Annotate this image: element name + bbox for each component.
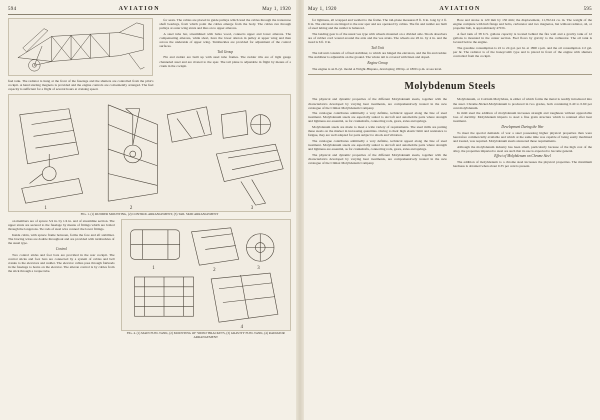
fuel-tank-drawings [122,220,290,330]
fig1-caption: FIG. 1. (1) RUDDER MOUNTING, (2) CONTROL ARRANGEMENT, (3) TAIL SKID ARRANGEMENT [80,212,219,217]
page-gutter [296,0,304,420]
left-col1-para-b: Inside cabin, with spruce frame between, forms the fore and aft stabilizer. The bracing wires are double throughout and are provided with turnbuckles of the usual type. [8,233,115,246]
svg-text:3: 3 [250,206,254,212]
left-bottom-columns [8,219,291,342]
engine-group-heading: Engine Group [367,61,388,66]
rudder-control-drawings [9,95,290,211]
left-col1-para-c: Two control sticks and foot bars are provided in the rear cockpit. The control sticks and foot bars are connected by a system of cables and bell cranks to the elevators and rudder. The elevator cables pass through fairleads in the fuselage to horns on the elevator. The aileron control is by cables from the stick through a torque tube. [8,252,115,273]
moly-col1-para-3: Molybdenum steels are made to meet a wide variety of requirements. The steel mills are putting these steels on the market in increasing quantities. Owing to their high elastic limit and resistance to fatigue, they are well adapted for parts subject to shock and vibration. [308,125,447,138]
moly-col2-para-5: The addition of molybdenum to a chrome steel increases the physical properties. The maximum hardness is obtained when about 0.35 per cent is present. [453,160,592,169]
tail-unit-heading: Tail Unit [371,45,384,50]
right-running-head [308,6,592,15]
right-colB-para-3: The gasoline consumption is 22 to 24 gal. per hr. at 1800 r.p.m. and the oil consumption 1/2 gal. per hr. The radiator is of the honeycomb type and is placed in front of the engine with shutters controlled from the cockpit. [453,45,592,58]
right-top-columns [308,18,592,72]
development-heading: Development During the War [501,125,544,130]
right-date: May 1, 1920 [308,7,337,12]
svg-text:1: 1 [44,206,47,212]
tail-group-heading: Tail Group [217,49,234,54]
left-date: May 1, 1920 [262,7,291,12]
right-colA-para-3: The tail unit consists of a fixed stabilizer, to which are hinged the elevators, and the fin and rudder. The stabilizer is adjustable on the ground. The whole tail is covered with linen and doped. [308,51,447,60]
right-colB-para-1: Bore and stroke is 120 mm by 130 mm; the displacement, 11,762.24 cu. in. The weight of the engine complete with hub flange and bolts, carburetor and two magnetos, but without radiator, oil, or propeller hub, is approximately 470 lb. [453,18,592,31]
svg-text:3: 3 [256,266,260,272]
moly-col2-para-2: In mild steel the addition of molybdenum increases strength and toughness without appreciable loss of ductility. Molybdenum imparts to steel a fine grain structure which is retained after heat treatment. [453,111,592,124]
left-running-head [8,6,291,15]
left-col1-para-a: on members are of spruce 3/4 in. by 1/4 in. and of streamline section. The upper struts are secured to the fuselage by means of fittings which are bolted through the longerons. Tie rods of steel wire connect the lower fittings. [8,219,115,232]
right-colA-para-1: for lightness, all wrapped and welded to the frame. The tail-plane measures 8 ft. 6 in. long by 2 ft. 6 in. The elevators are hinged to the rear spar and are operated by cables. The fin and rudder are built of steel tubing and the rudder is balanced. [308,18,447,31]
moly-col1-para-4: The catalogue contributes admittedly a very definite, technical appeal along the line of steel treatment. Molybdenum steels are especially suited to aircraft and automobile parts where strength and lightness are essential, as for crankshafts, connecting rods, gears, axles and springs. [308,139,447,152]
left-col2-para-a: for seats. The cables are placed in guide pulleys which lead the cables through the transverse shaft bearings, from which point the cables emerge from the body. The cables run through pulleys at outer wing struts and thus on to upper ailerons. [159,18,291,31]
fuselage-drawing-figure [8,18,153,76]
svg-text:1: 1 [151,266,155,272]
control-heading: Control [55,246,67,251]
left-top-columns [8,18,291,91]
right-colA-para-4: The engine is an 8-cyl. model A Wright-Hispano, developing 180 hp. at 1800 r.p.m. at sea level. [312,66,443,71]
moly-col1-para-1: The physical and dynamic properties of the different Molybdenum steels, together with the characteristics developed by varying heat treatments, are comprehensively treated in the new catalogue of the Climax Molybdenum Company. [308,97,447,110]
svg-text:4: 4 [240,325,243,331]
moly-col2-para-4: Although the molybdenum industry has been small, particularly because of the high cost of the alloy, the properties imparted to steel are such that its use is expected to become general. [453,144,592,153]
left-running-title: AVIATION [118,6,161,12]
right-bottom-columns [308,97,592,169]
svg-text:2: 2 [129,206,133,212]
svg-text:2: 2 [212,268,216,274]
molybdenum-title: Molybdenum Steels [404,81,496,93]
fuselage-drawing [9,19,152,75]
left-col2-para-b: A steel tube bar, streamlined with balsa wood, connects upper and lower ailerons. The compensating ailerons, while short, have the lower aileron in pulley at upper wing and then across the underside of upper wing. Turnbuckles are provided for adjustment of the control surfaces. [159,31,291,49]
moly-col1-para-5: The physical and dynamic properties of the different Molybdenum steels, together with the characteristics developed by varying heat treatments, are comprehensively treated in the new catalogue of the Climax Molybdenum Company. [308,152,447,166]
moly-col1-para-2: The catalogue contributes admittedly a very definite, technical appeal along the line of steel treatment. Molybdenum steels are especially suited to aircraft and automobile parts where strength and lightness are essential, as for crankshafts, connecting rods, gears, axles and springs. [308,111,447,124]
moly-col2-para-3: To meet the special demands of war a steel possessing higher physical properties than were heretofore commercially available and which at the same time was capable of being easily machined and treated, was required. Molybdenum steels answered these requirements. [453,130,592,143]
fig2-caption: FIG. 4. (1) MAIN FUEL TANK, (2) MOUNTING OF 'SIDEO' BRACKETS, (3) GRAVITY FUEL TANK, (4) RADIATOR ARRANGEMENT [126,331,285,340]
left-col2-para-c: Fin and rudder are built up with steel tube frames. The rudder ribs are of light gauge channeled steel and are riveted to the spar. The tail plane is adjustable in flight by means of a crank in the cockpit. [159,55,291,68]
left-col1-text-a: fuel tank. The radiator is hung at the front of the fuselage and the shutters are controlled from the pilot's cockpit. A hand starting magneto is provided and the engine controls are conveniently arranged. The fuel capacity is sufficient for a flight of several hours at cruising speed. [8,79,154,92]
rudder-control-figure [8,94,291,212]
left-page-number: 594 [8,7,17,12]
chrome-steel-heading: Effect of Molybdenum on Chrome Steel [494,154,551,159]
section-divider [308,74,592,75]
right-page-number: 595 [583,7,592,12]
right-running-title: AVIATION [439,6,481,12]
moly-col2-para-1: Molybdenum, or Calcium Molybdate, is either of which forms the metal is readily introduced into the steel. Chrome-Nickel-Molybdenum is produced in two grades, both containing 0.40 to 0.60 per cent molybdenum. [453,97,592,110]
fuel-tank-figure [121,219,291,331]
right-colA-para-2: The landing gear is of the usual vee type with wheels mounted on a divided axle. Shock absorbers are of rubber cord wound around the axle and the vee struts. The wheels are 26 in. by 4 in. and the tread is 6 ft. 0 in. [308,31,447,45]
right-page [300,0,600,420]
right-colB-para-2: A fuel tank of 38 U.S. gallons capacity is located behind the fire wall and a gravity tank of 12 gallons is mounted in the center section. Fuel flows by gravity to the carburetor. The oil tank is located below the engine. [453,31,592,45]
